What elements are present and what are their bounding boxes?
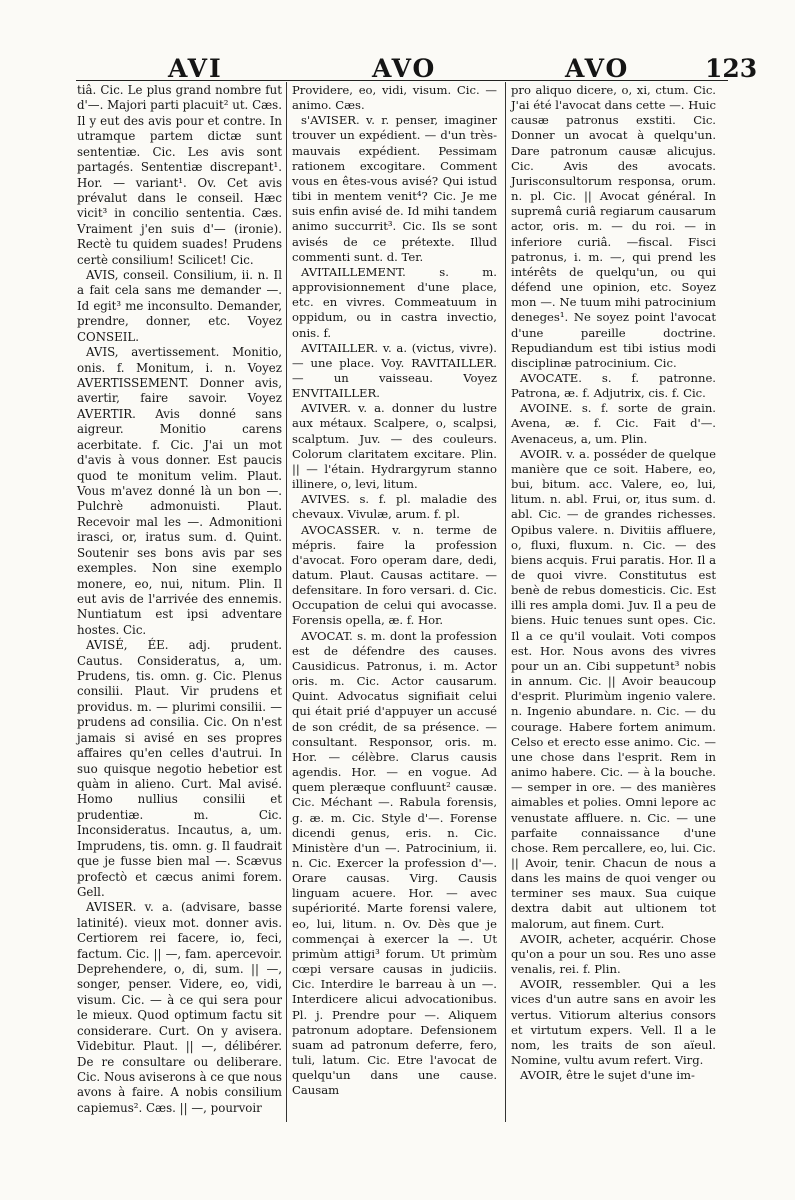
entry-paragraph: AVOCAT. s. m. dont la profession est de défendre des causes. Causidicus. Patronus, i. m. Actor oris. m. Cic. Actor causarum. Quint. Advocatus signifiait celui qui était prié d'appuyer un accusé de son crédit, de sa présence. — consultant. Responsor, oris. m. Hor. — célèbre. Clarus causis agendis. Hor. — en vogue. Ad quem pleræque confluunt² causæ. Cic. Méchant —. Rabula forensis, g. æ. m. Cic. Style d'—. Forense dicendi genus, eris. n. Cic. Ministère d'un —. Patrocinium, ii. n. Cic. Exercer la profession d'—. Orare causas. Virg. Causis linguam acuere. Hor. — avec supériorité. Marte forensi valere, eo, lui, litum. n. Ov. Dès que je commençai à exercer la —. Ut primùm attigi³ forum. Ut primùm cœpi versare causas in judiciis. Cic. Interdire le barreau à un —. Interdicere alicui advocationibus. Pl. j. Prendre pour —. Aliquem patronum adoptare. Defensionem suam ad patronum deferre, fero, tuli, latum. Cic. Etre l'avocat de quelqu'un dans une cause. Causam: [292, 628, 497, 1098]
entry-paragraph: AVITAILLEMENT. s. m. approvisionnement d'une place, etc. en vivres. Commeatuum in oppidum, ou in castra invectio, onis. f.: [292, 264, 497, 340]
entry-paragraph: AVOCATE. s. f. patronne. Patrona, æ. f. Adjutrix, cis. f. Cic.: [511, 370, 716, 401]
page-number: 123: [705, 54, 758, 83]
entry-paragraph: AVIS, avertissement. Monitio, onis. f. Monitum, i. n. Voyez AVERTISSEMENT. Donner avis, avertir, faire savoir. Voyez AVERTIR. Avis donné sans aigreur. Monitio carens acerbitate. f. Cic. J'ai un mot d'avis à vous donner. Est paucis quod te monitum velim. Plaut. Vous m'avez donné là un bon —. Pulchrè admonuisti. Plaut. Recevoir mal les —. Admonitioni irasci, or, iratus sum. d. Quint. Soutenir ses bons avis par ses exemples. Non sine exemplo monere, eo, nui, nitum. Plin. Il eut avis de l'arrivée des ennemis. Nuntiatum est ipsi adventare hostes. Cic.: [77, 345, 282, 637]
entry-paragraph: AVOCASSER. v. n. terme de mépris. faire la profession d'avocat. Foro operam dare, dedi, datum. Plaut. Causas actitare. — defensitare. In foro versari. d. Cic. Occupation de celui qui avocasse. Forensis opella, æ. f. Hor.: [292, 522, 497, 628]
column-middle: [292, 83, 497, 1098]
entry-paragraph: AVOINE. s. f. sorte de grain. Avena, æ. f. Cic. Fait d'—. Avenaceus, a, um. Plin.: [511, 401, 716, 446]
entry-paragraph: AVISÉ, ÉE. adj. prudent. Cautus. Consideratus, a, um. Prudens, tis. omn. g. Cic. Plenus consilii. Plaut. Vir prudens et providus. m. — plurimi consilii. — prudens ad consilia. Cic. On n'est jamais si avisé en ses propres affaires qu'en celles d'autrui. In suo quisque negotio hebetior est quàm in alieno. Curt. Mal avisé. Homo nullius consilii et prudentiæ. m. Cic. Inconsideratus. Incautus, a, um. Imprudens, tis. omn. g. Il faudrait que je fusse bien mal —. Scævus profectò et cæcus animi forem. Gell.: [77, 638, 282, 899]
entry-paragraph: AVIVES. s. f. pl. maladie des chevaux. Vivulæ, arum. f. pl.: [292, 492, 497, 522]
column-right: [511, 83, 716, 1083]
entry-paragraph: AVOIR, acheter, acquérir. Chose qu'on a pour un sou. Res uno asse venalis, rei. f. Plin.: [511, 931, 716, 977]
entry-paragraph: AVIVER. v. a. donner du lustre aux métaux. Scalpere, o, scalpsi, scalptum. Juv. — des couleurs. Colorum claritatem excitare. Plin. || — l'étain. Hydrargyrum stanno illinere, o, levi, litum.: [292, 401, 497, 492]
entry-paragraph: pro aliquo dicere, o, xi, ctum. Cic. J'ai été l'avocat dans cette —. Huic causæ patronus exstiti. Cic. Donner un avocat à quelqu'un. Dare patronum causæ alicujus. Cic. Avis des avocats. Jurisconsultorum responsa, orum. n. pl. Cic. || Avocat général. In supremâ curiâ regiarum causarum actor, oris. m. — du roi. — in inferiore curiâ. —fiscal. Fisci patronus, i. m. —, qui prend les intérêts de quelqu'un, ou qui défend une opinion, etc. Soyez mon —. Ne tuum mihi patrocinium deneges¹. Ne soyez point l'avocat d'une pareille doctrine. Repudiandum est tibi istius modi disciplinæ patrocinium. Cic.: [511, 83, 716, 370]
entry-paragraph: Providere, eo, vidi, visum. Cic. — animo. Cæs.: [292, 83, 497, 113]
entry-paragraph: tiâ. Cic. Le plus grand nombre fut d'—. Majori parti placuit² ut. Cæs. Il y eut des avis pour et contre. In utramque partem dictæ sunt sententiæ. Cic. Les avis sont partagés. Sententiæ discrepant¹. Hor. — variant¹. Ov. Cet avis prévalut dans le conseil. Hæc vicit³ in concilio sententia. Cæs. Vraiment j'en suis d'— (ironie). Rectè tu quidem suades! Prudens certè consilium! Scilicet! Cic.: [77, 83, 282, 267]
entry-paragraph: AVOIR, être le sujet d'une im-: [520, 1068, 695, 1083]
running-head-left: AVI: [168, 54, 223, 83]
entry-paragraph: AVOIR. v. a. posséder de quelque manière que ce soit. Habere, eo, bui, bitum. acc. Valere, eo, lui, litum. n. abl. Frui, or, itus sum. d. abl. Cic. — de grandes richesses. Opibus valere. n. Divitiis affluere, o, fluxi, fluxum. n. Cic. — des biens acquis. Frui paratis. Hor. Il a de quoi vivre. Constitutus est benè de rebus domesticis. Cic. Est illi res ampla domi. Juv. Il a peu de biens. Huic tenues sunt opes. Cic. Il a ce qu'il voulait. Voti compos est. Hor. Nous avons des vivres pour un an. Cibi suppetunt³ nobis in annum. Cic. || Avoir beaucoup d'esprit. Plurimùm ingenio valere. n. Ingenio abundare. n. Cic. — du courage. Habere fortem animum. Celso et erecto esse animo. Cic. — une chose dans l'esprit. Rem in animo habere. Cic. — à la bouche. — semper in ore. — des manières aimables et polies. Omni lepore ac venustate affluere. n. Cic. — une parfaite connaissance d'une chose. Rem percallere, eo, lui. Cic. || Avoir, tenir. Chacun de nous a dans les mains de quoi venger ou terminer ses maux. Sua cuique dextra dabit aut ultionem tot malorum, aut finem. Curt.: [511, 446, 716, 931]
column-divider: [505, 82, 506, 1122]
entry-paragraph: AVITAILLER. v. a. (victus, vivre). — une place. Voy. RAVITAILLER. — un vaisseau. Voyez ENVITAILLER.: [292, 340, 497, 401]
entry-paragraph: AVISER. v. a. (advisare, basse latinité). vieux mot. donner avis. Certiorem rei facere, io, feci, factum. Cic. || —, fam. apercevoir. Deprehendere, o, di, sum. || —, songer, penser. Videre, eo, vidi, visum. Cic. — à ce qui sera pour le mieux. Quod optimum factu sit considerare. Curt. On y avisera. Videbitur. Plaut. || —, délibérer. De re consultare ou deliberare. Cic. Nous aviserons à ce que nous avons à faire. A nobis consilium capiemus². Cæs. || —, pourvoir: [77, 900, 282, 1115]
entry-paragraph: s'AVISER. v. r. penser, imaginer trouver un expédient. — d'un très-mauvais expédient. Pessimam rationem excogitare. Comment vous en êtes-vous avisé? Qui istud tibi in mentem venit⁴? Cic. Je me suis enfin avisé de. Id mihi tandem animo succurrit³. Cic. Ils se sont avisés de ce prétexte. Illud commenti sunt. d. Ter.: [292, 113, 497, 264]
column-divider: [286, 82, 287, 1122]
running-head-right: AVO: [565, 54, 630, 83]
column-left: [77, 83, 282, 1116]
entry-paragraph: AVOIR, ressembler. Qui a les vices d'un autre sans en avoir les vertus. Vitiorum alterius consors et virtutum expers. Vell. Il a le nom, les traits de son aïeul. Nomine, vultu avum refert. Virg.: [511, 977, 716, 1067]
running-head-center: AVO: [372, 54, 437, 83]
header-rule: [76, 80, 728, 81]
entry-paragraph: AVIS, conseil. Consilium, ii. n. Il a fait cela sans me demander —. Id egit³ me inconsulto. Demander, prendre, donner, etc. Voyez CONSEIL.: [77, 268, 282, 344]
